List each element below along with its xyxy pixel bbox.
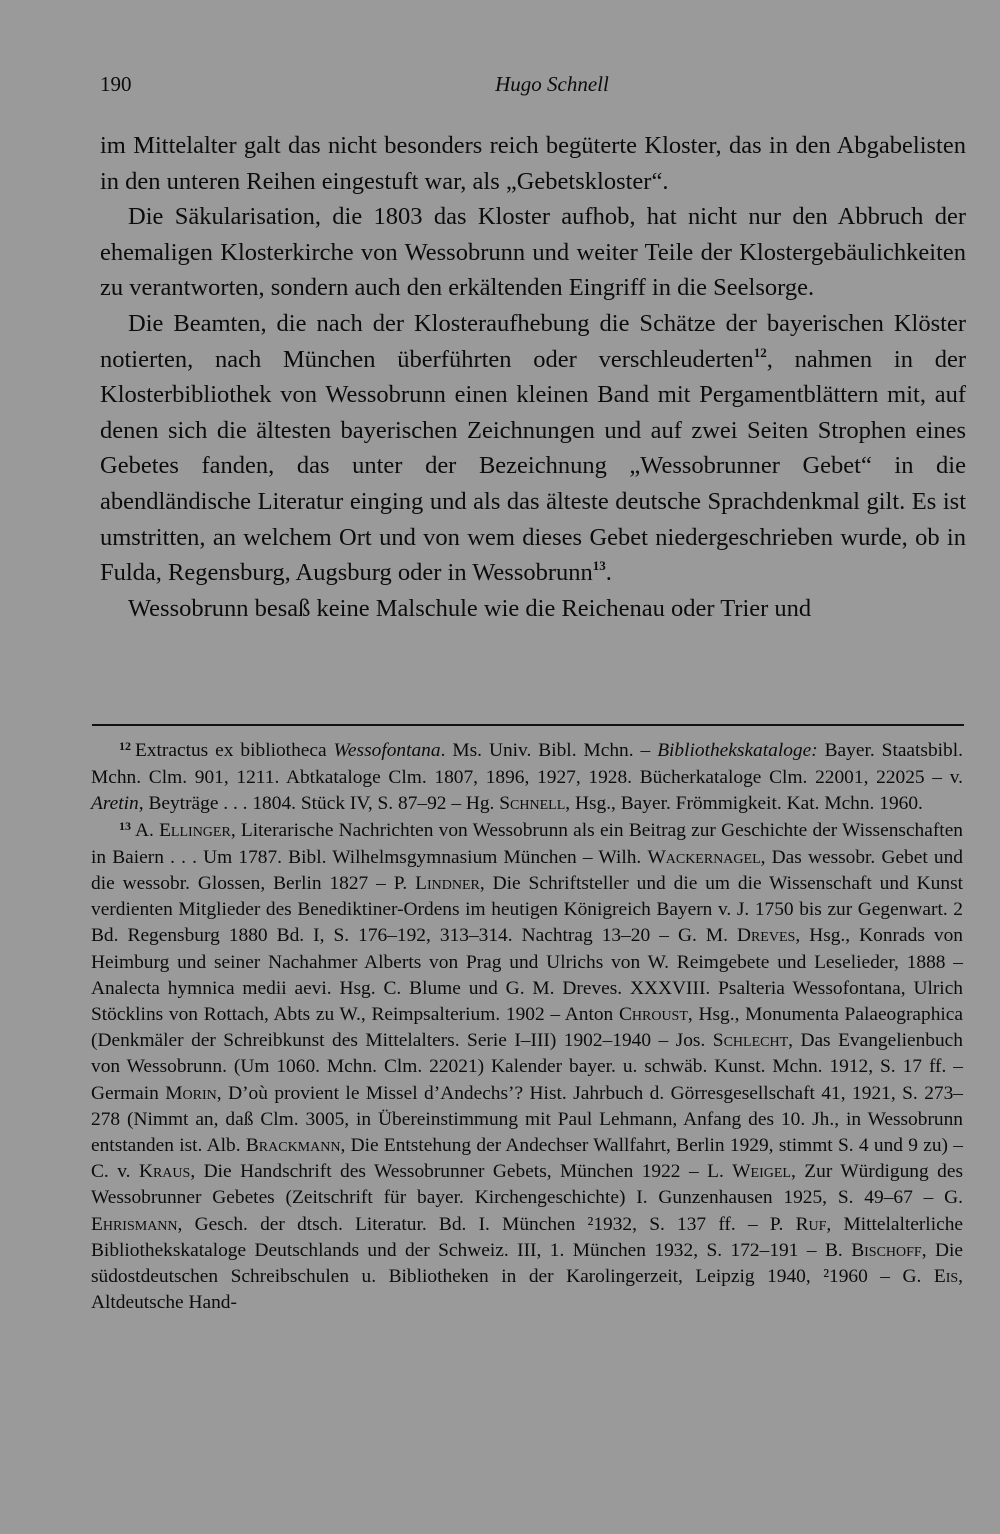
author-name: Dreves: [736, 925, 796, 947]
footnote-text: , Die Schriftsteller und die um die Wissenschaft und Kunst verdienten Mitglieder des Benediktiner-Ordens im heutigen Königreich Bayern v. J. 1750 bis zur Gegenwart. 2 Bd. Regensburg 1880 Bd. I, S. 176–192, 313–314. Nachtrag 13–20 – G. M.: [91, 873, 963, 947]
paragraph-text: Wessobrunn besaß keine Malschule wie die Reichenau oder Trier und: [128, 594, 812, 622]
footnote-text: , Hsg., Monumenta Palaeographica (Denkmäler der Schreibkunst des Mittelalters. Serie I–III) 1902–1940 – Jos.: [91, 1004, 963, 1052]
footnote-mark: 12: [119, 739, 131, 753]
footnotes: [91, 738, 963, 1316]
paragraph-text: im Mittelalter galt das nicht besonders reich begüterte Kloster, das in den Abgabelisten in den unteren Reihen eingestuft war, als „Gebetskloster“.: [100, 132, 966, 195]
footnote-text-italic: Bibliothekskataloge:: [657, 740, 818, 761]
author-name: Wackernagel: [647, 846, 761, 868]
footnote-13: [91, 818, 963, 1317]
author-name: Kraus: [138, 1161, 191, 1183]
paragraph-continuation: [100, 128, 966, 199]
paragraph-beamten: [100, 306, 966, 591]
author-name: Schnell: [499, 793, 566, 815]
page-header: [100, 72, 964, 108]
author-name: Eis: [933, 1266, 959, 1288]
footnote-text: , Die Entstehung der Andechser Wallfahrt, Berlin 1929, stimmt S. 4 und 9 zu) – C. v.: [91, 1135, 964, 1183]
footnote-text: , Beyträge . . . 1804. Stück IV, S. 87–92 – Hg.: [138, 793, 500, 815]
footnote-12: [91, 738, 963, 818]
page-number: 190: [100, 72, 132, 96]
footnote-mark: 13: [119, 818, 131, 833]
footnote-text: , Mittelalterliche Bibliothekskataloge Deutschlands und der Schweiz. III, 1. München 1932, S. 172–191 – B.: [91, 1213, 963, 1261]
footnote-text: , D’où provient le Missel d’Andechs’? Hist. Jahrbuch d. Görresgesellschaft 41, 1921, S. 273–278 (Nimmt an, daß Clm. 3005, in Übereinstimmung mit Paul Lehmann, Anfang des 10. Jh., in Wessobrunn entstanden ist. Alb.: [91, 1082, 963, 1157]
footnote-text: , Literarische Nachrichten von Wessobrunn als ein Beitrag zur Geschichte der Wissenschaften in Baiern . . . Um 1787. Bibl. Wilhelmsgymnasium München – Wilh.: [91, 819, 963, 868]
footnote-text: , Hsg., Bayer. Frömmigkeit. Kat. Mchn. 1960.: [565, 793, 923, 815]
footnote-divider: [92, 724, 964, 726]
author-name: Lindner: [415, 873, 480, 895]
footnote-reference-12[interactable]: 12: [753, 344, 767, 360]
paragraph-saekularisation: [100, 199, 966, 306]
author-name: Morin: [165, 1082, 217, 1104]
paragraph-malschule: [100, 591, 966, 627]
footnote-text: , Die Handschrift des Wessobrunner Gebets, München 1922 – L.: [190, 1161, 733, 1183]
author-name: Chroust: [618, 1004, 688, 1026]
paragraph-text: Die Beamten, die nach der Klosteraufhebung die Schätze der bayerischen Klöster notierten, nach München überführten oder verschleuderten: [100, 309, 966, 373]
paragraph-text: Die Säkularisation, die 1803 das Kloster aufhob, hat nicht nur den Abbruch der ehemaligen Klosterkirche von Wessobrunn und weiter Teile der Klostergebäulichkeiten zu verantworten, sondern auch den erkältenden Eingriff in die Seelsorge.: [100, 203, 966, 302]
footnote-text-italic: Wessofontana: [333, 740, 441, 761]
paragraph-text: , nahmen in der Klosterbibliothek von Wessobrunn einen kleinen Band mit Pergamentblättern mit, auf denen sich die ältesten bayerischen Zeichnungen und auf zwei Seiten Strophen eines Gebetes fanden, das unter der Bezeichnung „Wessobrunner Gebet“ in die abendländische Literatur einging und als das älteste deutsche Sprachdenkmal gilt. Es ist umstritten, an welchem Ort und von wem dieses Gebet niedergeschrieben wurde, ob in Fulda, Regensburg, Augsburg oder in Wessobrunn: [100, 345, 966, 587]
footnote-text-italic: Aretin: [91, 793, 139, 815]
main-text: [100, 128, 966, 626]
footnote-reference-13[interactable]: 13: [592, 558, 606, 574]
footnote-text: Bayer. Staatsbibl. Mchn. Clm. 901, 1211. Abtkataloge Clm. 1807, 1896, 1927, 1928. Bücherkataloge Clm. 22001, 22025 – v.: [91, 740, 963, 789]
author-name: Schlecht: [712, 1030, 789, 1052]
footnote-text: , Das Evangelienbuch von Wessobrunn. (Um 1060. Mchn. Clm. 22021) Kalender bayer. u. schwäb. Kunst. Mchn. 1912, S. 17 ff. – Germain: [91, 1030, 963, 1104]
footnote-text: , Zur Würdigung des Wessobrunner Gebetes (Zeitschrift für bayer. Kirchengeschichte) I. Gunzenhausen 1925, S. 49–67 – G.: [91, 1161, 963, 1209]
footnote-text: , Das wessobr. Gebet und die wessobr. Glossen, Berlin 1827 – P.: [91, 846, 963, 895]
footnote-text: A.: [135, 819, 160, 841]
footnote-text: , Altdeutsche Hand-: [91, 1266, 963, 1314]
author-name: Ruf: [795, 1213, 827, 1235]
footnote-text: Extractus ex bibliotheca: [135, 740, 334, 761]
author-name: Bischoff: [851, 1239, 922, 1261]
author-name: Brackmann: [245, 1135, 341, 1157]
paragraph-text: .: [605, 559, 612, 587]
author-name: Ellinger: [159, 819, 231, 841]
author-name: Ehrismann: [91, 1213, 178, 1235]
author-name: Weigel: [732, 1161, 791, 1183]
footnote-text: , Hsg., Konrads von Heimburg und seiner Nachahmer Alberts von Prag und Ulrichs von W. Reimgebete und Leselieder, 1888 – Analecta hymnica medii aevi. Hsg. C. Blume und G. M. Dreves. XXXVIII. Psalteria Wessofontana, Ulrich Stöcklins von Rottach, Abts zu W., Reimpsalterium. 1902 – Anton: [91, 925, 963, 1026]
footnote-text: , Die südostdeutschen Schreibschulen u. Bibliotheken in der Karolingerzeit, Leipzig 1940, ²1960 – G.: [91, 1239, 963, 1288]
footnote-text: . Ms. Univ. Bibl. Mchn. –: [440, 740, 658, 761]
footnote-text: , Gesch. der dtsch. Literatur. Bd. I. München ²1932, S. 137 ff. – P.: [177, 1213, 796, 1235]
running-head: Hugo Schnell: [495, 72, 609, 96]
